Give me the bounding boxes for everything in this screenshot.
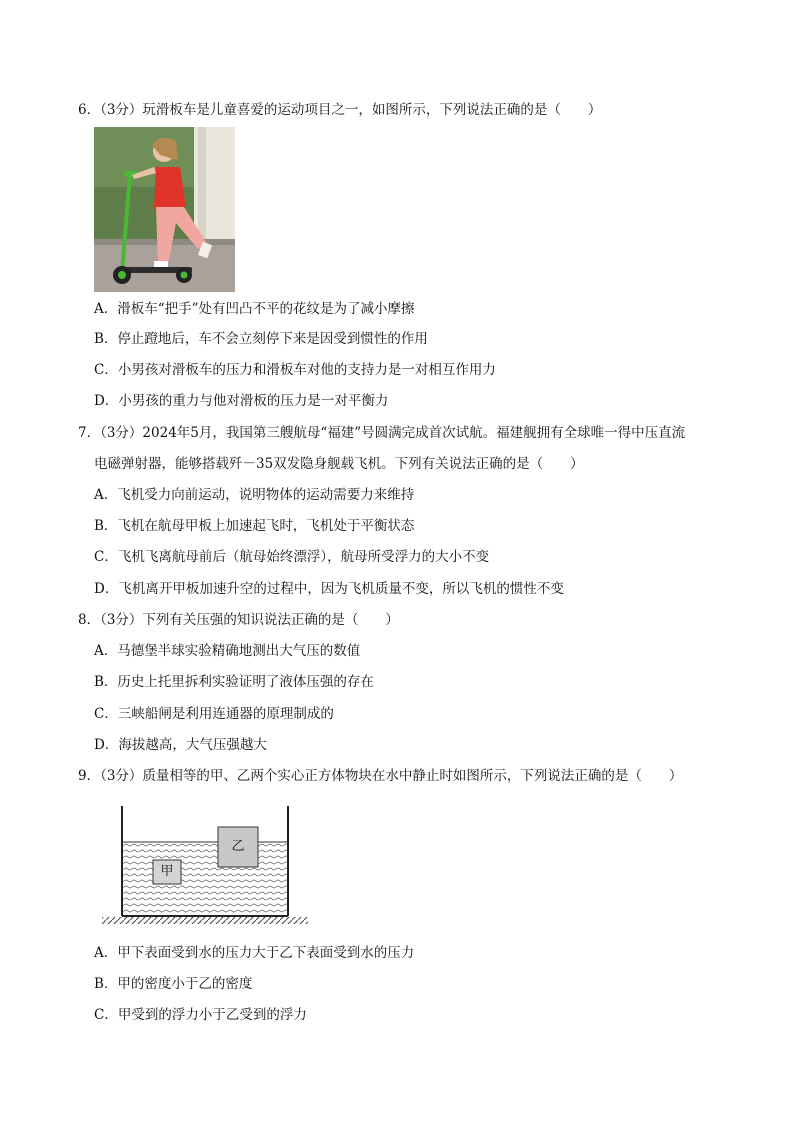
question-6-option-a: A．滑板车“把手”处有凹凸不平的花纹是为了减小摩擦 xyxy=(94,301,415,317)
question-6-stem: 6．（3分）玩滑板车是儿童喜爱的运动项目之一，如图所示，下列说法正确的是（ ） xyxy=(78,102,602,118)
question-9-stem: 9．（3分）质量相等的甲、乙两个实心正方体物块在水中静止时如图所示，下列说法正确的是（ ） xyxy=(78,768,683,784)
question-8-option-c: C．三峡船闸是利用连通器的原理制成的 xyxy=(94,706,334,722)
question-9-option-b: B．甲的密度小于乙的密度 xyxy=(94,976,253,992)
question-7-stem-continued: 电磁弹射器，能够搭载歼－35双发隐身舰载飞机。下列有关说法正确的是（ ） xyxy=(94,456,584,472)
question-8-stem: 8．（3分）下列有关压强的知识说法正确的是（ ） xyxy=(78,612,399,628)
question-7-option-a: A．飞机受力向前运动，说明物体的运动需要力来维持 xyxy=(94,487,415,503)
block-jia-label: 甲 xyxy=(160,864,174,879)
question-6-option-b: B．停止蹬地后，车不会立刻停下来是因受到惯性的作用 xyxy=(94,331,428,347)
question-8-option-a: A．马德堡半球实验精确地测出大气压的数值 xyxy=(94,643,361,659)
question-7-stem: 7．（3分）2024年5月，我国第三艘航母“福建”号圆满完成首次试航。福建舰拥有全球唯一得中压直流 xyxy=(78,425,686,441)
question-6-option-d: D．小男孩的重力与他对滑板的压力是一对平衡力 xyxy=(94,393,389,409)
question-7-option-c: C．飞机飞离航母前后（航母始终漂浮），航母所受浮力的大小不变 xyxy=(94,549,490,565)
question-8-option-d: D．海拔越高，大气压强越大 xyxy=(94,737,267,753)
question-9-option-a: A．甲下表面受到水的压力大于乙下表面受到水的压力 xyxy=(94,945,415,961)
question-7-option-d: D．飞机离开甲板加速升空的过程中，因为飞机质量不变，所以飞机的惯性不变 xyxy=(94,581,564,597)
water-tank-diagram xyxy=(100,800,310,928)
block-yi-label: 乙 xyxy=(231,839,245,854)
question-6-option-c: C．小男孩对滑板车的压力和滑板车对他的支持力是一对相互作用力 xyxy=(94,362,496,378)
question-7-option-b: B．飞机在航母甲板上加速起飞时，飞机处于平衡状态 xyxy=(94,518,415,534)
question-9-option-c: C．甲受到的浮力小于乙受到的浮力 xyxy=(94,1007,307,1023)
scooter-photo xyxy=(94,127,235,292)
question-8-option-b: B．历史上托里拆利实验证明了液体压强的存在 xyxy=(94,674,374,690)
